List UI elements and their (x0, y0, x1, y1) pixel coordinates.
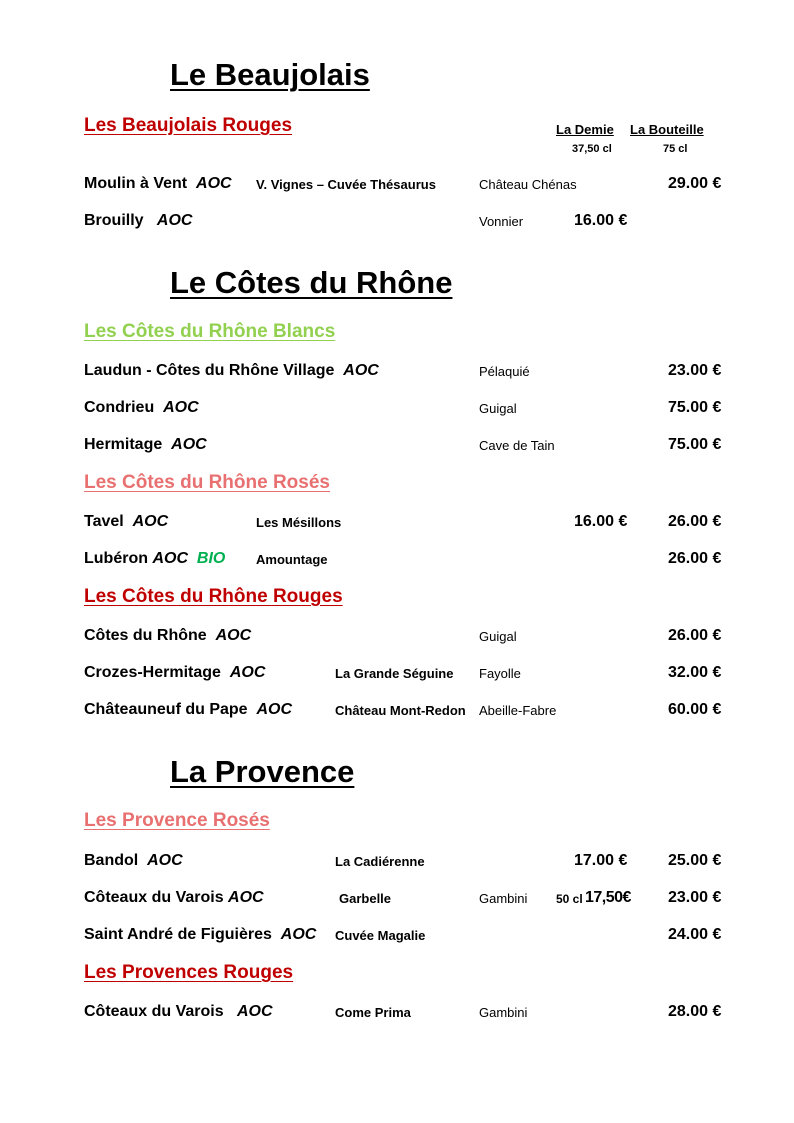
wine-producer: Château Chénas (479, 177, 577, 192)
wine-cuvee: Come Prima (335, 1005, 411, 1020)
wine-producer: Cave de Tain (479, 438, 555, 453)
wine-producer: Guigal (479, 401, 517, 416)
wine-name: Bandol AOC (84, 852, 183, 869)
section-title-rhone: Le Côtes du Rhône (170, 265, 453, 300)
subsection-rhone-roses: Les Côtes du Rhône Rosés (84, 472, 330, 493)
price-bottle: 25.00 € (668, 852, 722, 869)
price-bottle: 26.00 € (668, 550, 722, 567)
aoc-label: AOC (156, 212, 193, 229)
price-bottle: 28.00 € (668, 1003, 722, 1020)
price-demie: 16.00 € (574, 513, 628, 530)
wine-producer: Gambini (479, 1005, 528, 1020)
wine-name: Brouilly AOC (84, 212, 193, 229)
wine-name: Hermitage AOC (84, 436, 207, 453)
price-bottle: 23.00 € (668, 362, 722, 379)
aoc-label: AOC (280, 926, 317, 943)
wine-producer: Pélaquié (479, 364, 530, 379)
section-title-provence: La Provence (170, 754, 355, 789)
price-bottle: 75.00 € (668, 399, 722, 416)
wine-producer: Vonnier (479, 214, 524, 229)
aoc-label: AOC (163, 399, 199, 416)
wine-cuvee: V. Vignes – Cuvée Thésaurus (256, 177, 436, 192)
demie-size-label: 50 cl (556, 892, 583, 906)
price-bottle: 60.00 € (668, 701, 722, 718)
aoc-label: AOC (228, 889, 264, 906)
wine-name: Tavel AOC (84, 513, 169, 530)
wine-name: Crozes-Hermitage AOC (84, 664, 266, 681)
wine-producer: Gambini (479, 891, 528, 906)
wine-name: Condrieu AOC (84, 399, 199, 416)
subsection-rhone-blancs: Les Côtes du Rhône Blancs (84, 321, 336, 342)
subsection-rhone-rouges: Les Côtes du Rhône Rouges (84, 586, 343, 607)
price-demie: 17.00 € (574, 852, 628, 869)
subsection-provence-roses: Les Provence Rosés (84, 810, 270, 831)
aoc-label: AOC (147, 852, 183, 869)
wine-name: Laudun - Côtes du Rhône Village AOC (84, 362, 379, 379)
wine-name: Châteauneuf du Pape AOC (84, 701, 293, 718)
section-title-beaujolais: Le Beaujolais (170, 57, 370, 92)
wine-producer: Fayolle (479, 666, 521, 681)
wine-cuvee: Cuvée Magalie (335, 928, 426, 943)
price-bottle: 75.00 € (668, 436, 722, 453)
wine-cuvee: La Cadiérenne (335, 854, 425, 869)
wine-cuvee: Les Mésillons (256, 515, 342, 530)
wine-producer: Abeille-Fabre (479, 703, 557, 718)
wine-cuvee: Amountage (256, 552, 328, 567)
aoc-label: AOC (215, 627, 252, 644)
aoc-label: AOC (229, 664, 266, 681)
wine-name: Saint André de Figuières AOC (84, 926, 317, 943)
price-bottle: 23.00 € (668, 889, 722, 906)
price-bottle: 26.00 € (668, 627, 722, 644)
aoc-label: AOC (132, 513, 169, 530)
wine-cuvee: Garbelle (339, 891, 392, 906)
wine-name: Lubéron AOC BIO (84, 550, 226, 567)
column-size-bouteille: 75 cl (663, 143, 688, 155)
price-bottle: 29.00 € (668, 175, 722, 192)
bio-label: BIO (196, 550, 226, 567)
column-header-bouteille: La Bouteille (630, 122, 704, 137)
aoc-label: AOC (236, 1003, 273, 1020)
wine-producer: Guigal (479, 629, 517, 644)
wine-name: Côtes du Rhône AOC (84, 627, 252, 644)
wine-name: Moulin à Vent AOC (84, 175, 232, 192)
column-header-demie: La Demie (556, 122, 614, 137)
aoc-label: AOC (152, 550, 189, 567)
aoc-label: AOC (196, 175, 232, 192)
subsection-provence-rouges: Les Provences Rouges (84, 962, 294, 983)
wine-name: Côteaux du Varois AOC (84, 1003, 273, 1020)
aoc-label: AOC (343, 362, 379, 379)
price-bottle: 32.00 € (668, 664, 722, 681)
aoc-label: AOC (171, 436, 207, 453)
price-bottle: 26.00 € (668, 513, 722, 530)
wine-cuvee: La Grande Séguine (335, 666, 454, 681)
aoc-label: AOC (256, 701, 293, 718)
price-demie: 16.00 € (574, 212, 628, 229)
subsection-beaujolais-rouges: Les Beaujolais Rouges (84, 115, 293, 136)
wine-cuvee: Château Mont-Redon (335, 703, 466, 718)
price-demie: 17,50€ (585, 889, 631, 906)
price-bottle: 24.00 € (668, 926, 722, 943)
wine-name: Côteaux du Varois AOC (84, 889, 264, 906)
column-size-demie: 37,50 cl (572, 143, 612, 155)
